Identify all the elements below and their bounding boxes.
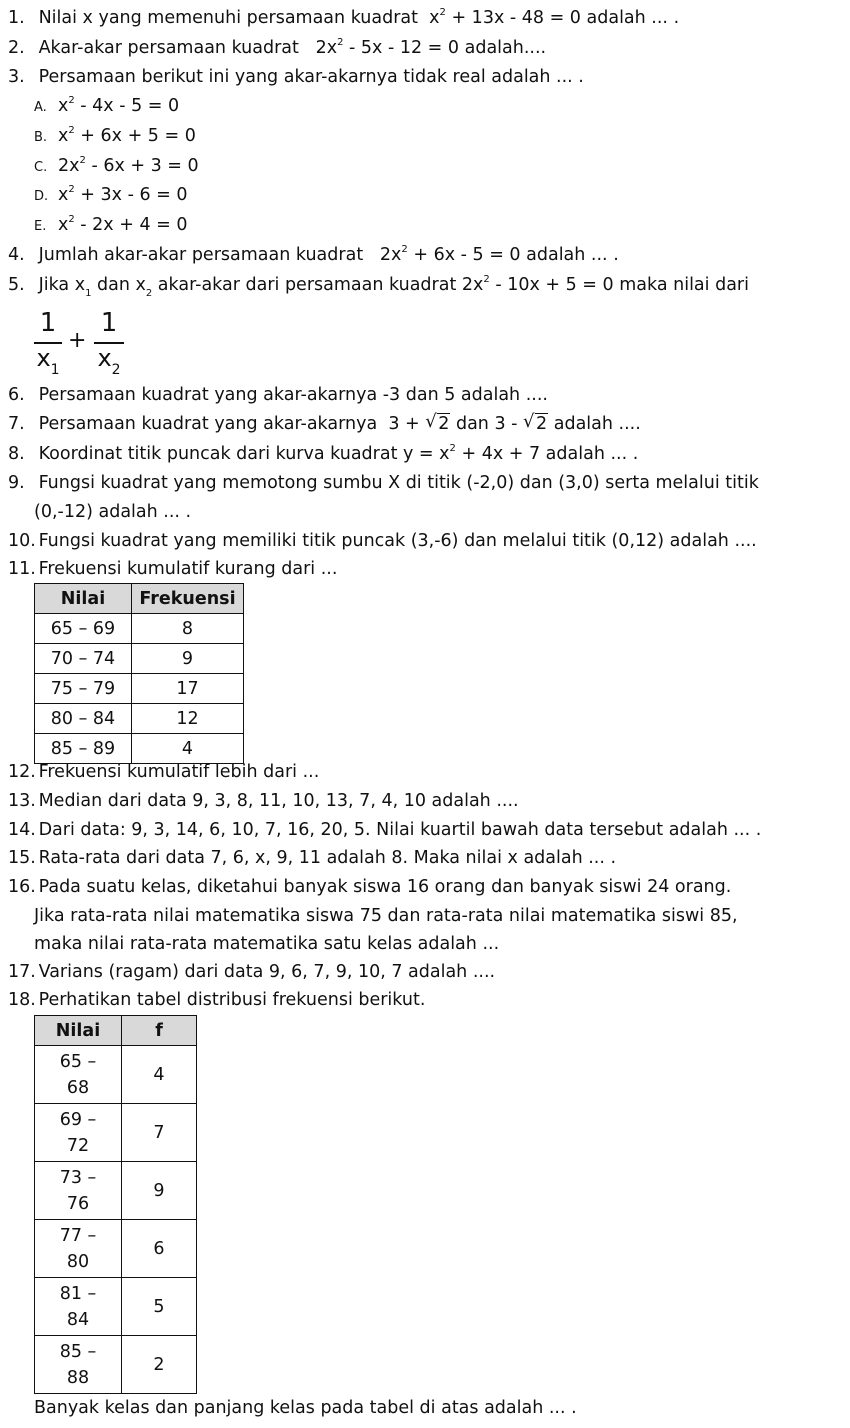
question-2 [8, 36, 546, 60]
question-11 [8, 557, 337, 581]
cell-nilai: 85 – 88 [35, 1336, 122, 1394]
question-tail: maka nilai dari [613, 275, 749, 295]
frequency-table-2 [34, 1015, 197, 1394]
cell-nilai: 69 – 72 [35, 1104, 122, 1162]
question-18-footer: Banyak kelas dan panjang kelas pada tabel di atas adalah ... . [34, 1398, 577, 1418]
question-text: Persamaan berikut ini yang akar-akarnya tidak real adalah ... . [38, 67, 584, 87]
equation: $y = x^2 + 4x + 7$ [403, 443, 541, 464]
question-number: 4. [8, 245, 25, 265]
table-row [35, 674, 244, 704]
question-number: 2. [8, 38, 25, 58]
cell-f: 4 [122, 1046, 197, 1104]
question-number: 13. [8, 791, 36, 811]
equation: $2x^2 - 5x - 12 = 0$ [315, 37, 460, 58]
question-13 [8, 789, 519, 813]
table-row [35, 1278, 197, 1336]
question-text: Jumlah akar-akar persamaan kuadrat [38, 245, 364, 265]
question-number: 10. [8, 531, 36, 551]
cell-nilai: 73 – 76 [35, 1162, 122, 1220]
table-row [35, 614, 244, 644]
question-5 [8, 273, 749, 297]
cell-nilai: 81 – 84 [35, 1278, 122, 1336]
question-tail: adalah ... . [526, 245, 619, 265]
question-text: Koordinat titik puncak dari kurva kuadrat [38, 444, 404, 464]
cell-frekuensi: 12 [132, 704, 244, 734]
question-number: 14. [8, 820, 36, 840]
frequency-table-1 [34, 583, 244, 764]
column-header-f: f [122, 1016, 197, 1046]
cell-f: 6 [122, 1220, 197, 1278]
option-d: D. $x^2 + 3x - 6 = 0$ [34, 184, 188, 205]
question-number: 5. [8, 275, 25, 295]
question-16 [8, 875, 731, 899]
question-tail: adalah ... . [540, 444, 639, 464]
question-18 [8, 988, 425, 1012]
question-text: Median dari data 9, 3, 8, 11, 10, 13, 7, 4, 10 adalah .... [38, 791, 519, 811]
question-text: Jika $x_1$ dan $x_2$ akar-akar dari persamaan kuadrat [38, 275, 462, 299]
column-header-nilai: Nilai [35, 584, 132, 614]
cell-nilai: 65 – 69 [35, 614, 132, 644]
question-16-line-2: Jika rata-rata nilai matematika siswa 75 dan rata-rata nilai matematika siswi 85, [34, 906, 738, 926]
question-9-continued: (0,-12) adalah ... . [34, 502, 192, 522]
denominator-1: $x_1$ [36, 344, 60, 378]
question-9 [8, 471, 759, 495]
table-row [35, 1104, 197, 1162]
option-a: A. $x^2 - 4x - 5 = 0$ [34, 95, 180, 116]
question-number: 3. [8, 67, 25, 87]
fraction-expression [34, 308, 144, 378]
equation: $2x^2 - 10x + 5 = 0$ [461, 274, 614, 295]
cell-frekuensi: 4 [132, 734, 244, 764]
cell-f: 7 [122, 1104, 197, 1162]
cell-nilai: 65 – 68 [35, 1046, 122, 1104]
question-6 [8, 383, 548, 407]
question-15 [8, 846, 616, 870]
table-row [35, 644, 244, 674]
cell-nilai: 70 – 74 [35, 644, 132, 674]
plus-sign: + [68, 328, 87, 353]
root-2: 3 - √ 2 [494, 411, 548, 434]
question-number: 9. [8, 473, 25, 493]
question-3 [8, 65, 584, 89]
table-row [35, 1046, 197, 1104]
question-7: 7. Persamaan kuadrat yang akar-akarnya 3 + √ 2 dan 3 - √ 2 adalah .... [8, 411, 641, 434]
question-text: Frekuensi kumulatif lebih dari ... [38, 762, 320, 782]
table-row [35, 734, 244, 764]
question-tail: adalah ... . [586, 8, 680, 28]
root-1: 3 + √ 2 [388, 411, 450, 434]
option-b: B. $x^2 + 6x + 5 = 0$ [34, 125, 196, 146]
cell-f: 2 [122, 1336, 197, 1394]
question-text: Fungsi kuadrat yang memotong sumbu X di titik (-2,0) dan (3,0) serta melalui titik [38, 473, 759, 493]
question-number: 7. [8, 414, 25, 434]
question-text: Perhatikan tabel distribusi frekuensi berikut. [38, 990, 426, 1010]
cell-frekuensi: 9 [132, 644, 244, 674]
question-number: 16. [8, 877, 36, 897]
question-tail: adalah.... [464, 38, 547, 58]
question-text: Frekuensi kumulatif kurang dari ... [38, 559, 338, 579]
question-number: 12. [8, 762, 36, 782]
question-text: Fungsi kuadrat yang memiliki titik puncak (3,-6) dan melalui titik (0,12) adalah .... [38, 531, 757, 551]
question-number: 11. [8, 559, 36, 579]
question-8 [8, 442, 638, 466]
cell-nilai: 85 – 89 [35, 734, 132, 764]
question-4 [8, 243, 619, 267]
column-header-frekuensi: Frekuensi [132, 584, 244, 614]
question-text: Persamaan kuadrat yang akar-akarnya -3 dan 5 adalah .... [38, 385, 548, 405]
cell-nilai: 80 – 84 [35, 704, 132, 734]
question-text: Akar-akar persamaan kuadrat [38, 38, 299, 58]
cell-frekuensi: 8 [132, 614, 244, 644]
question-1 [8, 6, 679, 30]
question-text: Pada suatu kelas, diketahui banyak siswa 16 orang dan banyak siswi 24 orang. [38, 877, 732, 897]
column-header-nilai: Nilai [35, 1016, 122, 1046]
question-12 [8, 760, 319, 784]
question-text: Varians (ragam) dari data 9, 6, 7, 9, 10, 7 adalah .... [38, 962, 496, 982]
table-row [35, 1162, 197, 1220]
question-number: 8. [8, 444, 25, 464]
cell-frekuensi: 17 [132, 674, 244, 704]
table-row [35, 1220, 197, 1278]
option-c: C. $2x^2 - 6x + 3 = 0$ [34, 155, 199, 176]
question-14 [8, 818, 761, 842]
denominator-2: $x_2$ [97, 344, 121, 378]
equation: $2x^2 + 6x - 5 = 0$ [379, 244, 521, 265]
question-text: Nilai x yang memenuhi persamaan kuadrat [38, 8, 418, 28]
question-17 [8, 960, 495, 984]
question-text: Persamaan kuadrat yang akar-akarnya [38, 414, 378, 434]
question-number: 17. [8, 962, 36, 982]
cell-nilai: 77 – 80 [35, 1220, 122, 1278]
question-number: 1. [8, 8, 25, 28]
question-tail: adalah .... [548, 414, 641, 434]
question-number: 15. [8, 848, 36, 868]
question-text: Rata-rata dari data 7, 6, x, 9, 11 adalah 8. Maka nilai x adalah ... . [38, 848, 617, 868]
question-text: Dari data: 9, 3, 14, 6, 10, 7, 16, 20, 5. Nilai kuartil bawah data tersebut adalah ... . [38, 820, 762, 840]
question-10 [8, 529, 757, 553]
cell-nilai: 75 – 79 [35, 674, 132, 704]
question-16-line-3: maka nilai rata-rata matematika satu kelas adalah ... [34, 934, 500, 954]
cell-f: 5 [122, 1278, 197, 1336]
question-number: 18. [8, 990, 36, 1010]
equation: $x^2 + 13x - 48 = 0$ [429, 7, 581, 28]
table-row [35, 1336, 197, 1394]
question-number: 6. [8, 385, 25, 405]
option-e: E. $x^2 - 2x + 4 = 0$ [34, 214, 188, 235]
numerator-2: 1 [100, 308, 118, 338]
cell-f: 9 [122, 1162, 197, 1220]
table-row [35, 704, 244, 734]
numerator-1: 1 [39, 308, 57, 338]
